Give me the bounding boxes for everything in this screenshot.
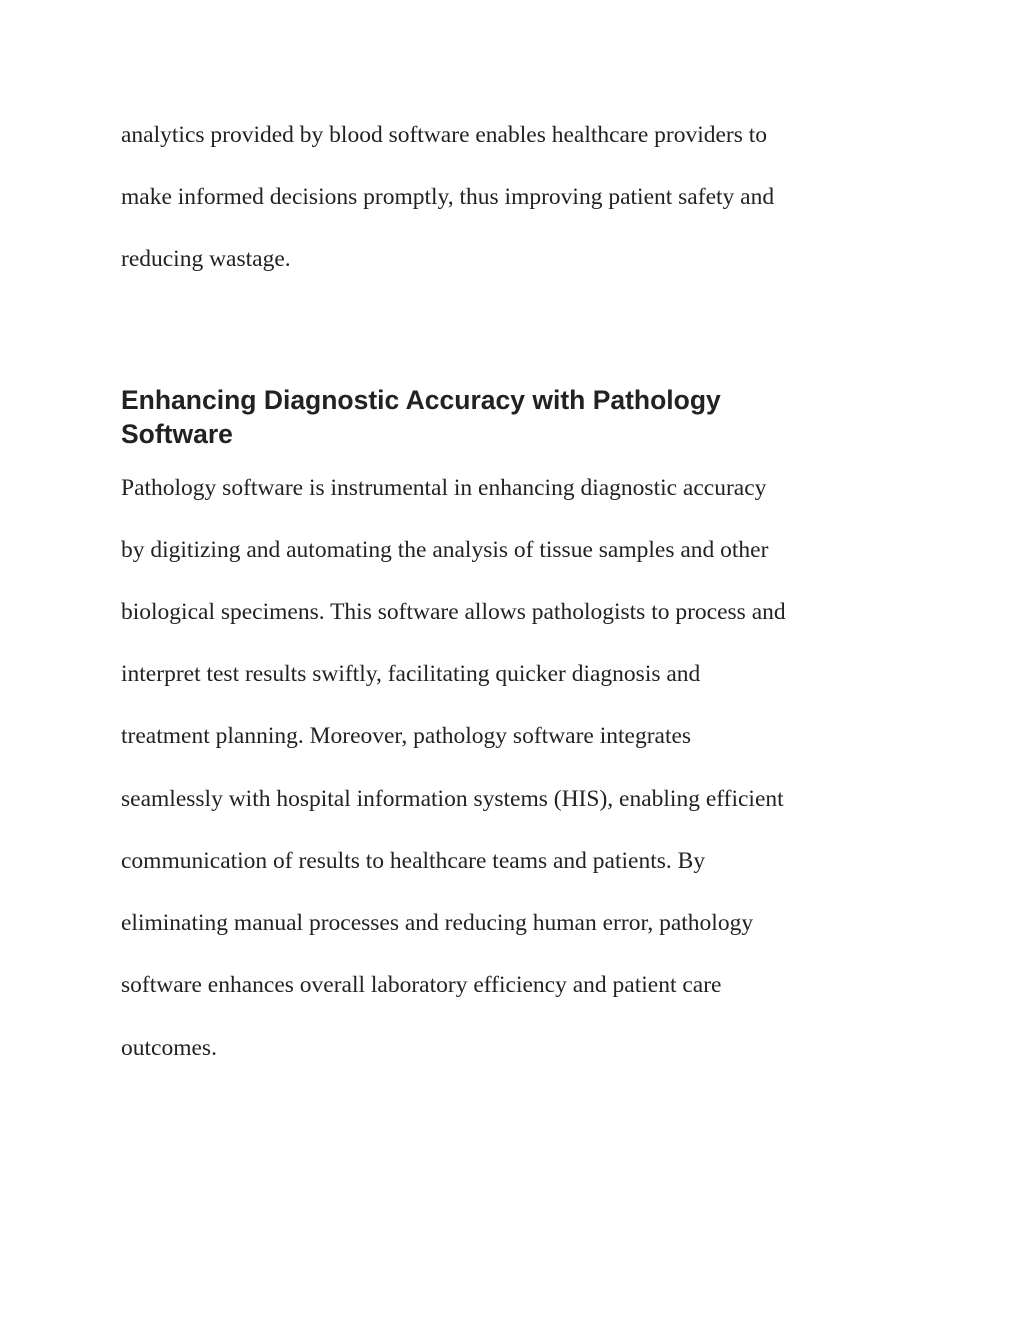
body-line-8: eliminating manual processes and reducing human error, pathology (121, 910, 754, 936)
intro-line-3: reducing wastage. (121, 246, 291, 272)
section-heading-line-1: Enhancing Diagnostic Accuracy with Pathology (121, 385, 721, 415)
body-line-3: biological specimens. This software allows pathologists to process and (121, 599, 786, 625)
body-line-5: treatment planning. Moreover, pathology software integrates (121, 723, 692, 749)
intro-line-2: make informed decisions promptly, thus improving patient safety and (121, 184, 775, 210)
body-line-1: Pathology software is instrumental in enhancing diagnostic accuracy (121, 475, 767, 501)
body-line-6: seamlessly with hospital information systems (HIS), enabling efficient (121, 786, 784, 812)
body-line-4: interpret test results swiftly, facilitating quicker diagnosis and (121, 661, 701, 687)
section-heading-line-2: Software (121, 419, 233, 449)
body-line-10: outcomes. (121, 1035, 217, 1061)
body-line-7: communication of results to healthcare teams and patients. By (121, 848, 706, 874)
body-line-9: software enhances overall laboratory efficiency and patient care (121, 972, 722, 998)
body-line-2: by digitizing and automating the analysis of tissue samples and other (121, 537, 769, 563)
intro-line-1: analytics provided by blood software enables healthcare providers to (121, 122, 768, 148)
